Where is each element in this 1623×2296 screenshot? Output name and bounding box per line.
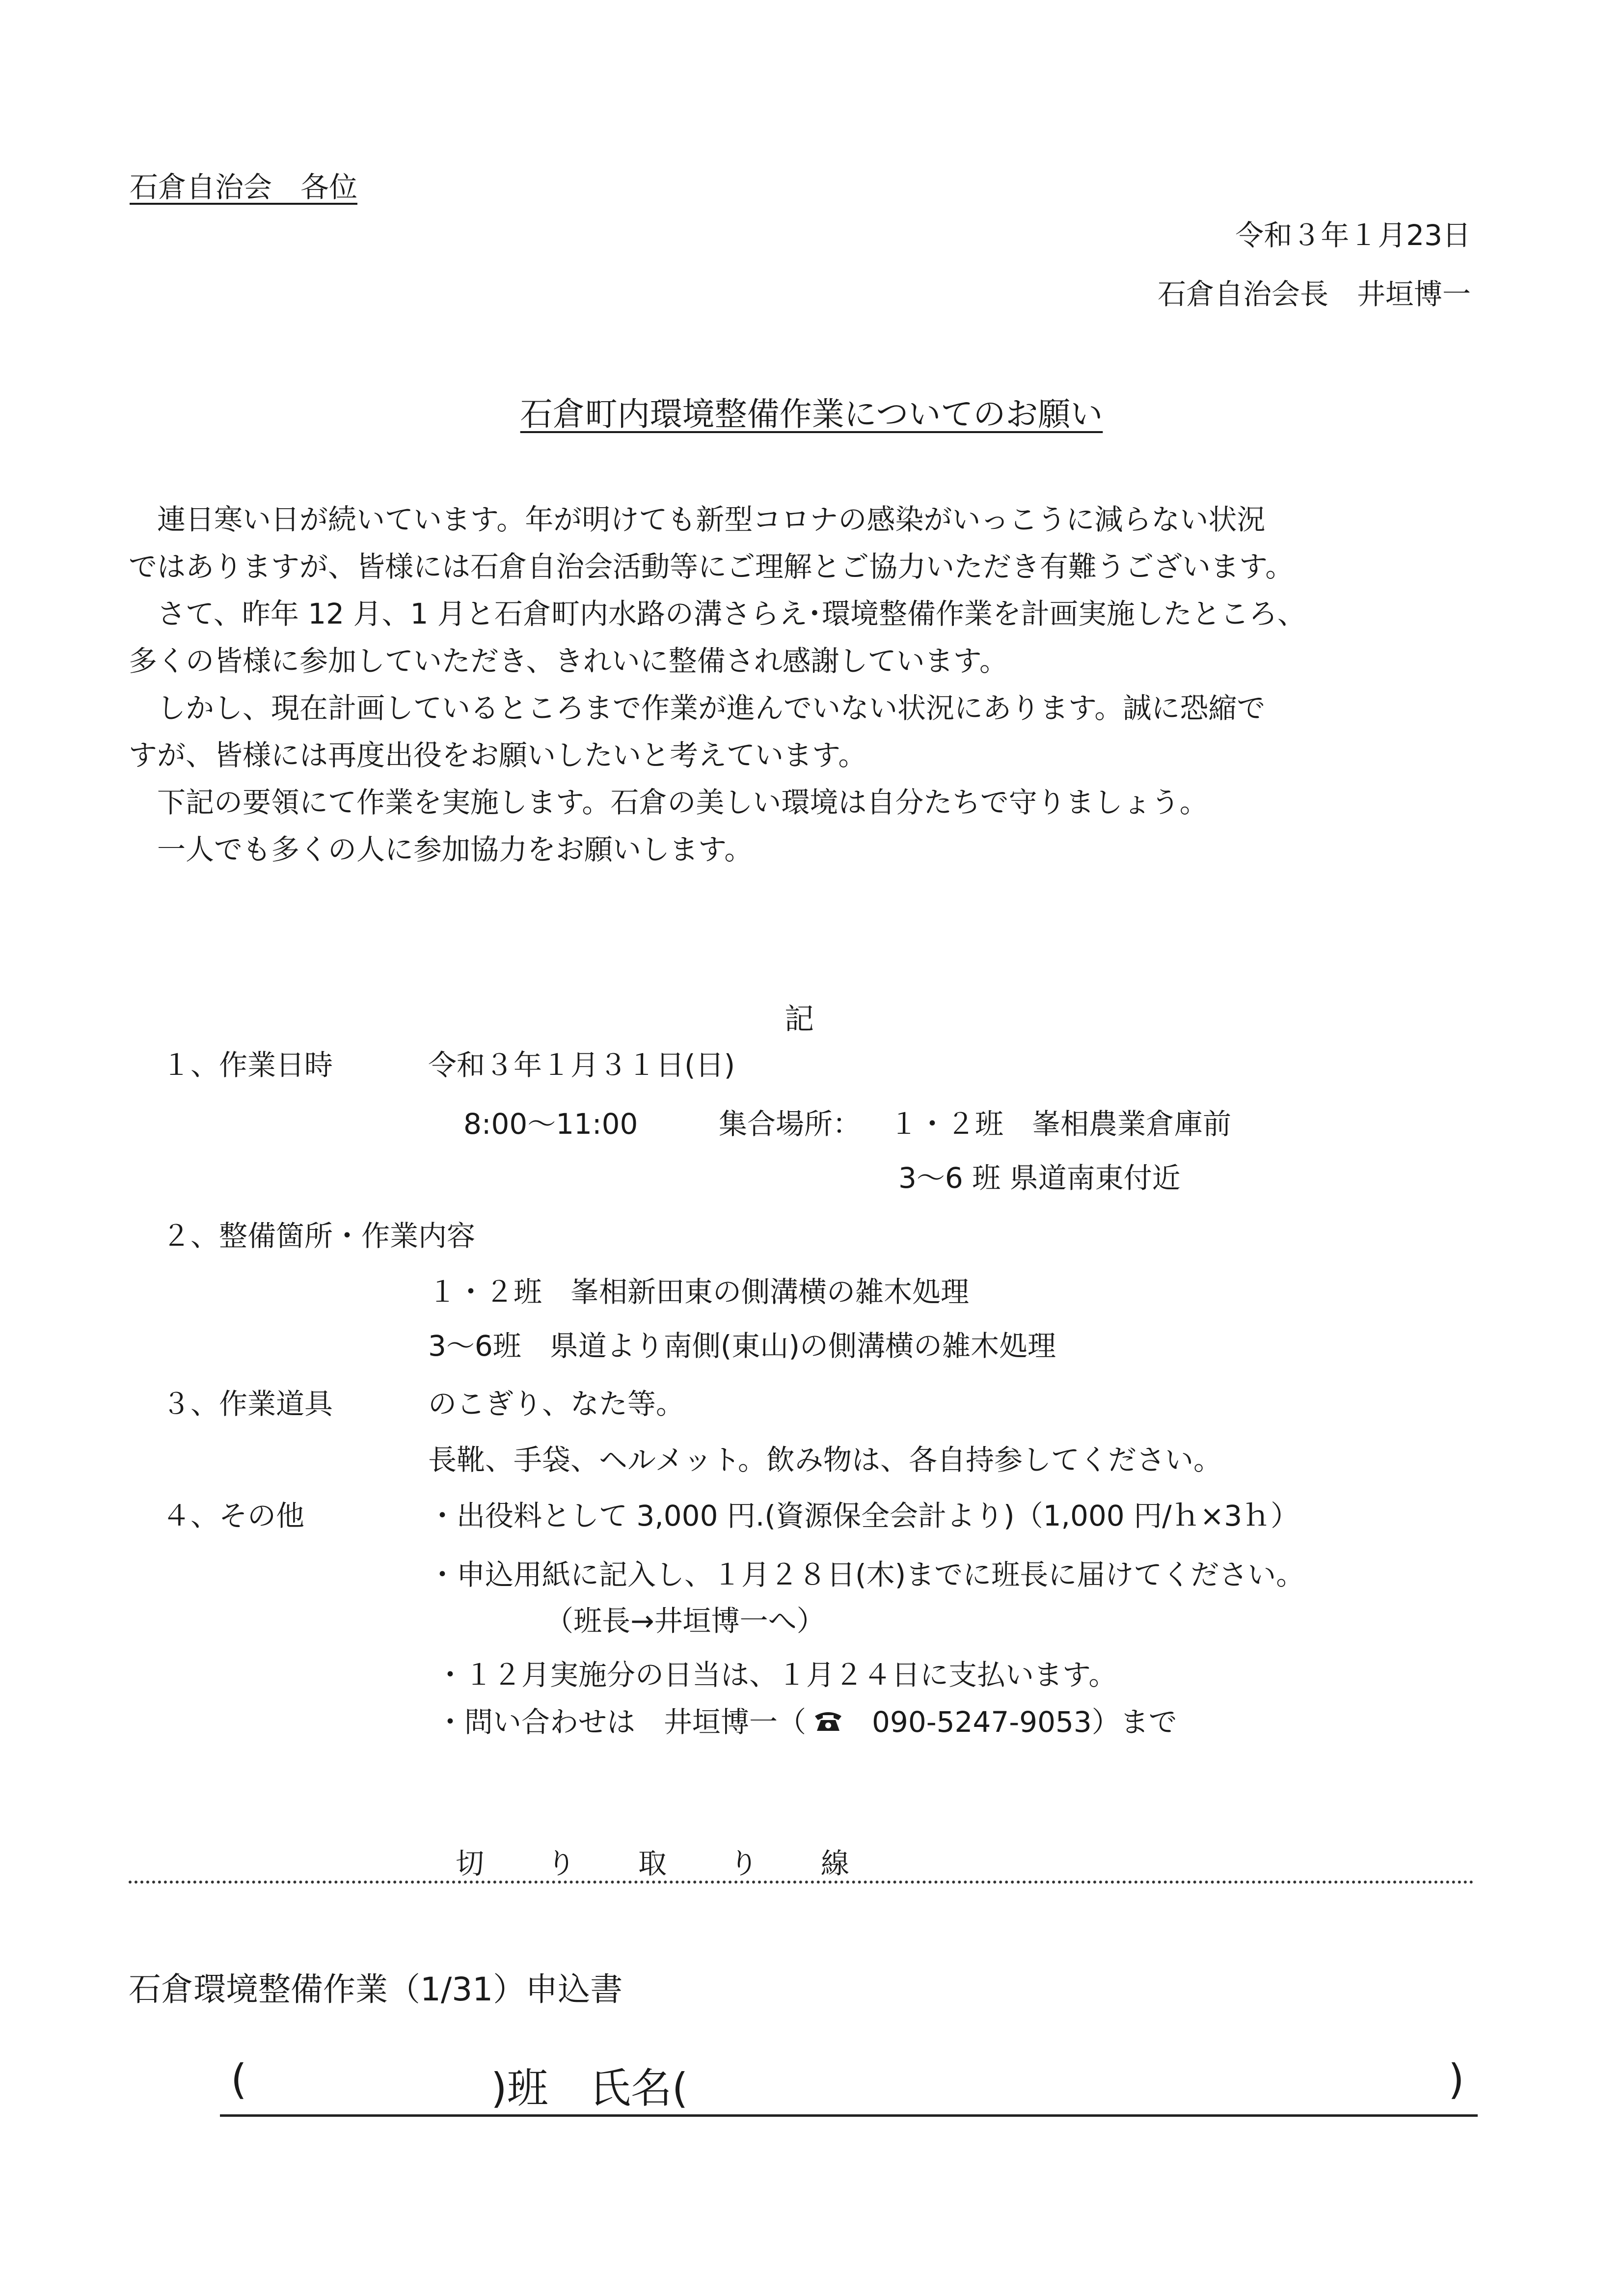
body-line: 連日寒い日が続いています。年が明けても新型コロナの感染がいっこうに減らない状況	[129, 503, 1266, 536]
phone-icon	[813, 1709, 843, 1732]
body-line: さて、昨年 12 月、1 月と石倉町内水路の溝さらえ･環境整備作業を計画実施したところ、	[129, 597, 1306, 630]
form-han-name-label: )班 氏名(	[491, 2064, 688, 2112]
body-text	[129, 496, 1474, 873]
item4-line2: ・申込用紙に記入し、１月２８日(木)までに班長に届けてください。	[428, 1558, 1305, 1591]
body-line: しかし、現在計画しているところまで作業が進んでいない状況にあります。誠に恐縮で	[129, 691, 1266, 725]
body-line: ではありますが、皆様には石倉自治会活動等にご理解とご協力いただき有難うございます。	[129, 550, 1294, 583]
item1-place1: １・２班 峯相農業倉庫前	[890, 1107, 1232, 1141]
item4-line5-post: 090-5247-9053）まで	[843, 1705, 1177, 1739]
cut-line	[129, 1881, 1474, 1884]
item4-line3: （班長→井垣博一へ）	[545, 1604, 825, 1638]
item4-line5	[436, 1705, 1177, 1739]
body-line: 下記の要領にて作業を実施します。石倉の美しい環境は自分たちで守りましょう。	[129, 786, 1208, 819]
body-line: 多くの皆様に参加していただき、きれいに整備され感謝しています。	[129, 644, 1008, 678]
item3-label: ３、作業道具	[162, 1387, 333, 1421]
name-underline	[220, 2114, 1478, 2117]
item2-line2: 3～6班 県道より南側(東山)の側溝横の雑木処理	[428, 1329, 1056, 1363]
form-han-open-paren: (	[231, 2055, 247, 2104]
item1-date: 令和３年１月３１日(日)	[428, 1048, 735, 1082]
form-close-paren: )	[1448, 2055, 1464, 2104]
item4-line5-pre: ・問い合わせは 井垣博一（	[436, 1705, 807, 1739]
cut-line-label: 切り取り線	[456, 1847, 913, 1880]
document-date: 令和３年１月23日	[1235, 219, 1471, 252]
item2-line1: １・２班 峯相新田東の側溝横の雑木処理	[428, 1275, 970, 1309]
addressee: 石倉自治会 各位	[130, 170, 358, 204]
item3-line2: 長靴、手袋、ヘルメット。飲み物は、各自持参してください。	[428, 1443, 1222, 1476]
document-title: 石倉町内環境整備作業についてのお願い	[520, 395, 1103, 433]
item1-place-label: 集合場所：	[719, 1107, 862, 1141]
item3-line1: のこぎり、なた等。	[428, 1387, 685, 1421]
ki-heading: 記	[784, 1002, 814, 1037]
body-line: すが、皆様には再度出役をお願いしたいと考えています。	[129, 738, 867, 772]
item1-place2: 3～6 班 県道南東付近	[898, 1161, 1181, 1195]
item2-label: ２、整備箇所・作業内容	[162, 1219, 476, 1253]
body-line: 一人でも多くの人に参加協力をお願いします。	[129, 833, 753, 866]
item4-label: ４、その他	[162, 1499, 305, 1532]
item4-line1: ・出役料として 3,000 円.(資源保全会計より)（1,000 円/ｈ×3ｈ）	[428, 1499, 1299, 1532]
item1-time: 8:00～11:00	[463, 1107, 638, 1141]
item1-label: １、作業日時	[162, 1048, 333, 1082]
sender: 石倉自治会長 井垣博一	[1157, 277, 1471, 311]
form-title: 石倉環境整備作業（1/31）申込書	[129, 1970, 623, 2008]
item4-line4: ・１２月実施分の日当は、１月２４日に支払います。	[436, 1658, 1117, 1692]
